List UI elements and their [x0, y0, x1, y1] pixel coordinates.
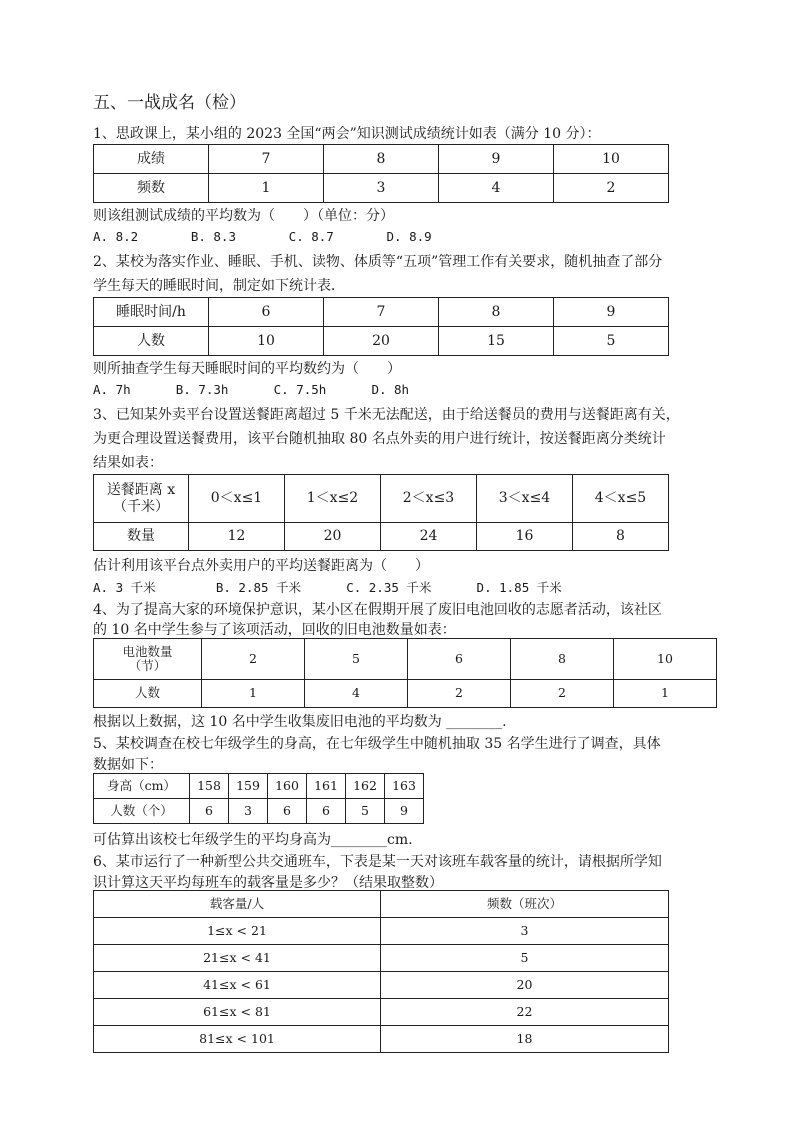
section-title: 五、一战成名（检）	[93, 93, 246, 113]
q4-value-cell: 10	[614, 639, 717, 680]
q6-header-cell: 载客量/人	[94, 891, 381, 918]
q3-range-cell: 3＜x≤4	[477, 475, 573, 523]
q2-cell: 人数	[94, 327, 209, 356]
q4-stem-line2: 的 10 名中学生参与了该项活动，回收的旧电池数量如表：	[93, 622, 456, 638]
q4-value-cell: 6	[408, 639, 511, 680]
q5-stem-line2: 数据如下：	[93, 757, 163, 773]
q4-value-cell: 2	[202, 639, 305, 680]
q2-question: 则所抽查学生每天睡眠时间的平均数约为（ ）	[93, 361, 401, 377]
q3-range-cell: 2＜x≤3	[381, 475, 477, 523]
q2-cell: 6	[209, 298, 324, 327]
q5-cell: 160	[268, 774, 307, 799]
q5-cell: 159	[229, 774, 268, 799]
q2-options: A. 7h B. 7.3h C. 7.5h D. 8h	[93, 382, 410, 397]
q4-header-line2: （节）	[128, 658, 167, 673]
q5-cell: 6	[190, 799, 229, 824]
q6-range-cell: 41≤x < 61	[94, 972, 381, 999]
q1-table	[93, 144, 669, 203]
q4-people-cell: 1	[202, 680, 305, 708]
q3-count-cell: 12	[189, 523, 285, 551]
q5-question: 可估算出该校七年级学生的平均身高为________cm.	[93, 832, 413, 848]
q5-cell: 161	[307, 774, 346, 799]
q3-count-label: 数量	[94, 523, 189, 551]
q5-cell: 身高（cm）	[94, 774, 190, 799]
q1-cell: 频数	[94, 174, 209, 203]
q5-cell: 162	[346, 774, 385, 799]
q1-cell: 10	[554, 145, 669, 174]
q2-cell: 7	[324, 298, 439, 327]
q5-cell: 3	[229, 799, 268, 824]
q6-freq-cell: 22	[381, 999, 669, 1026]
q2-stem-line2: 学生每天的睡眠时间，制定如下统计表．	[93, 278, 345, 294]
q1-cell: 8	[324, 145, 439, 174]
q4-header-cell	[94, 639, 202, 680]
q3-count-cell: 16	[477, 523, 573, 551]
q6-range-cell: 21≤x < 41	[94, 945, 381, 972]
q6-freq-cell: 3	[381, 918, 669, 945]
q6-range-cell: 61≤x < 81	[94, 999, 381, 1026]
q1-cell: 3	[324, 174, 439, 203]
q3-stem-line1: 3、已知某外卖平台设置送餐距离超过 5 千米无法配送，由于给送餐员的费用与送餐距离有关，	[93, 407, 680, 423]
q4-question: 根据以上数据，这 10 名中学生收集废旧电池的平均数为 ________.	[93, 714, 507, 730]
q6-header-cell: 频数（班次）	[381, 891, 669, 918]
q5-cell: 人数（个）	[94, 799, 190, 824]
q5-cell: 158	[190, 774, 229, 799]
q5-cell: 9	[385, 799, 424, 824]
q2-cell: 9	[554, 298, 669, 327]
q4-people-cell: 1	[614, 680, 717, 708]
q3-table	[93, 474, 669, 551]
q4-stem-line1: 4、为了提高大家的环境保护意识，某小区在假期开展了废旧电池回收的志愿者活动，该社区	[93, 602, 662, 618]
q2-cell: 10	[209, 327, 324, 356]
q4-people-cell: 4	[305, 680, 408, 708]
q3-count-cell: 20	[285, 523, 381, 551]
q3-range-cell: 0＜x≤1	[189, 475, 285, 523]
q3-stem-line2: 为更合理设置送餐费用，该平台随机抽取 80 名点外卖的用户进行统计，按送餐距离分类统计	[93, 431, 666, 447]
q1-cell: 7	[209, 145, 324, 174]
q2-cell: 15	[439, 327, 554, 356]
q4-people-cell: 2	[511, 680, 614, 708]
q3-range-cell: 4＜x≤5	[573, 475, 669, 523]
q6-table	[93, 890, 669, 1053]
q3-stem-line3: 结果如表：	[93, 455, 163, 471]
q1-cell: 9	[439, 145, 554, 174]
q5-table	[93, 773, 424, 824]
q2-cell: 20	[324, 327, 439, 356]
q6-freq-cell: 5	[381, 945, 669, 972]
q1-cell: 2	[554, 174, 669, 203]
q6-freq-cell: 18	[381, 1026, 669, 1053]
q4-table	[93, 638, 717, 708]
q3-header-line2: （千米）	[113, 498, 169, 515]
q1-options: A. 8.2 B. 8.3 C. 8.7 D. 8.9	[93, 229, 432, 244]
q4-value-cell: 5	[305, 639, 408, 680]
q2-stem-line1: 2、某校为落实作业、睡眠、手机、读物、体质等“五项”管理工作有关要求，随机抽查了部分	[93, 254, 663, 270]
q2-cell: 睡眠时间/h	[94, 298, 209, 327]
q4-people-label: 人数	[94, 680, 202, 708]
q3-count-cell: 24	[381, 523, 477, 551]
q4-people-cell: 2	[408, 680, 511, 708]
q5-stem-line1: 5、某校调查在校七年级学生的身高，在七年级学生中随机抽取 35 名学生进行了调查，具体	[93, 736, 661, 752]
q2-table	[93, 297, 669, 356]
q5-cell: 6	[307, 799, 346, 824]
q6-stem-line1: 6、某市运行了一种新型公共交通班车，下表是某一天对该班车载客量的统计，请根据所学知	[93, 854, 662, 870]
q1-cell: 1	[209, 174, 324, 203]
q1-cell: 成绩	[94, 145, 209, 174]
q3-header-cell	[94, 475, 189, 523]
q3-options: A. 3 千米 B. 2.85 千米 C. 2.35 千米 D. 1.85 千米	[93, 580, 562, 595]
q2-cell: 8	[439, 298, 554, 327]
q6-range-cell: 1≤x < 21	[94, 918, 381, 945]
q3-range-cell: 1＜x≤2	[285, 475, 381, 523]
q5-cell: 6	[268, 799, 307, 824]
q6-freq-cell: 20	[381, 972, 669, 999]
q4-header-line1: 电池数量	[122, 643, 173, 659]
q5-cell: 163	[385, 774, 424, 799]
q1-cell: 4	[439, 174, 554, 203]
q5-cell: 5	[346, 799, 385, 824]
q3-count-cell: 8	[573, 523, 669, 551]
q6-stem-line2: 识计算这天平均每班车的载客量是多少？（结果取整数）	[93, 875, 443, 891]
q3-question: 估计利用该平台点外卖用户的平均送餐距离为（ ）	[93, 558, 429, 574]
q1-stem: 1、思政课上，某小组的 2023 全国“两会”知识测试成绩统计如表（满分 10 分）：	[93, 126, 601, 142]
q3-header-line1: 送餐距离 x	[106, 482, 176, 499]
q2-cell: 5	[554, 327, 669, 356]
q1-question: 则该组测试成绩的平均数为（ ）（单位：分）	[93, 208, 394, 224]
q6-range-cell: 81≤x < 101	[94, 1026, 381, 1053]
q4-value-cell: 8	[511, 639, 614, 680]
